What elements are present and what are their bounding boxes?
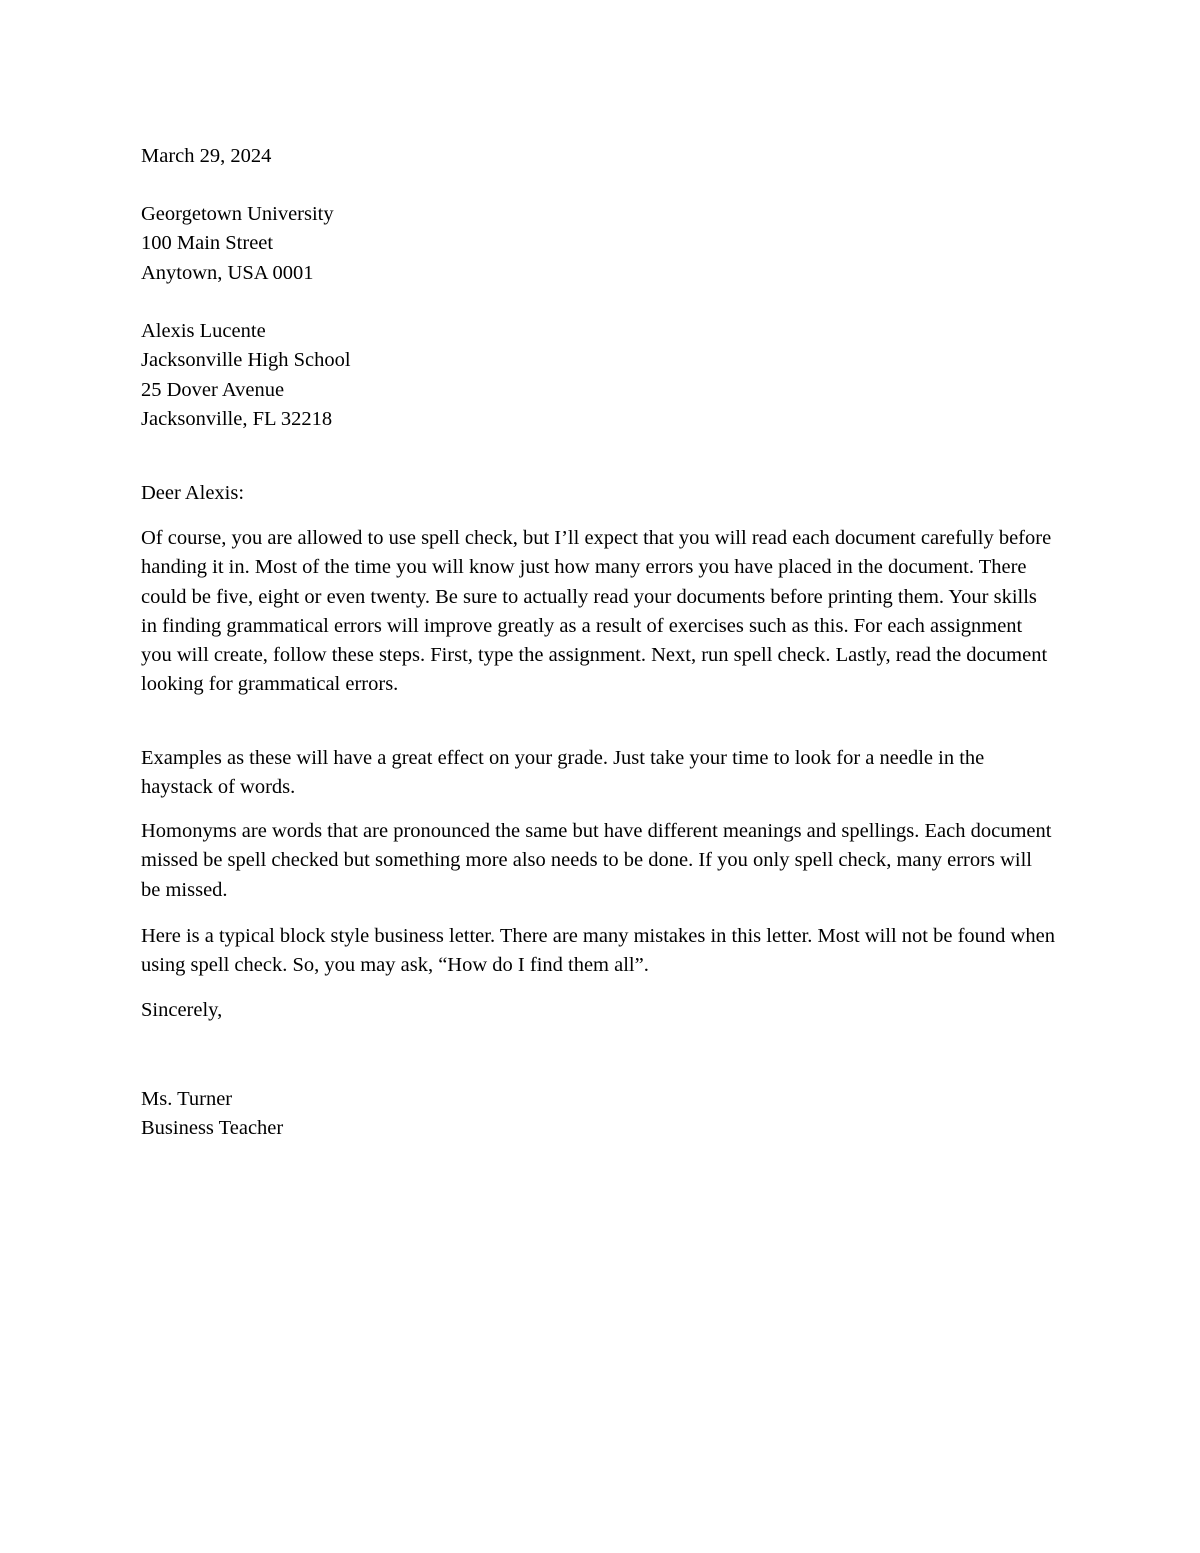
recipient-line: Jacksonville, FL 32218 [141,407,333,430]
body-paragraph-text: Examples as these will have a great effect on your grade. Just take your time to look for a needle in the haystack of words. [141,747,985,799]
body-paragraph-text: Here is a typical block style business letter. There are many mistakes in this letter. Most will not be found when using spell check. So, you may ask, “How do I find them all”. [141,925,1055,977]
sender-line: Anytown, USA 0001 [141,261,314,284]
signature-block [141,1085,1056,1144]
signature-name: Ms. Turner [141,1088,233,1110]
recipient-line: Jacksonville High School [141,349,351,372]
recipient-line: 25 Dover Avenue [141,378,285,401]
sender-line: 100 Main Street [141,232,274,255]
body-paragraph-1 [141,524,1056,700]
recipient-address [141,317,1056,434]
body-paragraph-text: Of course, you are allowed to use spell check, but I’ll expect that you will read each document carefully before handing it in. Most of the time you will know just how many errors you have placed in the document. There could be five, eight or even twenty. Be sure to actually read your documents before printing them. Your skills in finding grammatical errors will improve greatly as a result of exercises such as this. For each assignment you will create, follow these steps. First, type the assignment. Next, run spell check. Lastly, read the document looking for grammatical errors. [141,527,1052,696]
body-paragraph-text: Homonyms are words that are pronounced the same but have different meanings and spellings. Each document missed be spell checked but something more also needs to be done. If you only spell check, many errors will be missed. [141,820,1052,901]
body-paragraph-4 [141,922,1056,981]
salutation [141,479,1056,508]
letter-date [141,142,1056,171]
closing [141,996,1056,1025]
sender-address [141,200,1056,288]
body-paragraph-2 [141,744,1056,803]
recipient-line: Alexis Lucente [141,320,266,342]
date-text: March 29, 2024 [141,145,272,167]
salutation-text: Deer Alexis: [141,482,245,504]
closing-text: Sincerely, [141,999,223,1021]
signature-title: Business Teacher [141,1117,284,1140]
sender-line: Georgetown University [141,203,334,225]
body-paragraph-3 [141,817,1056,905]
